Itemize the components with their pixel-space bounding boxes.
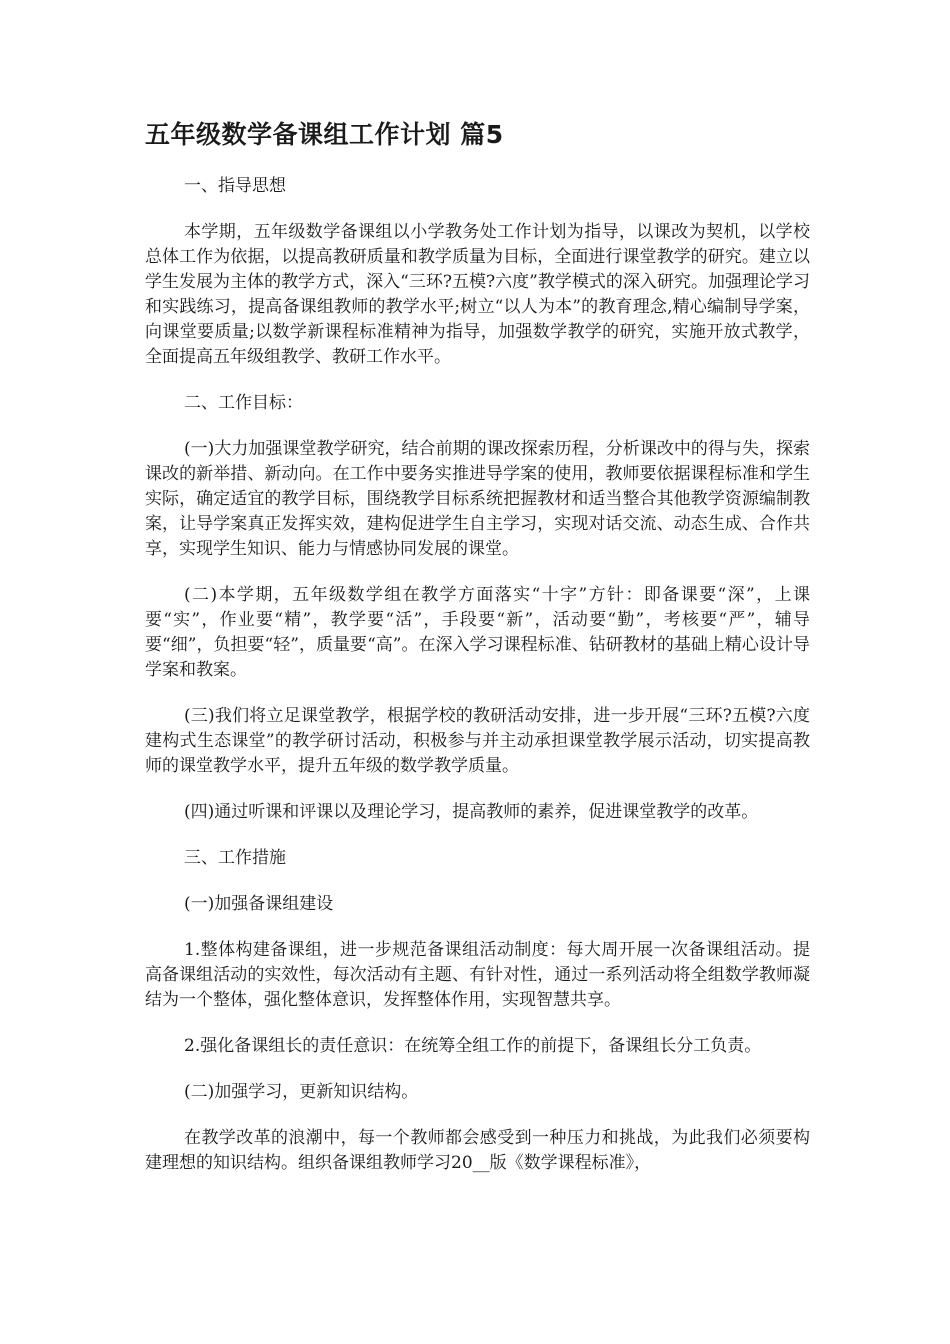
paragraph: 在教学改革的浪潮中，每一个教师都会感受到一种压力和挑战，为此我们必须要构建理想的知识结构。组织备课组教师学习20__版《数学课程标准》， — [145, 1128, 810, 1173]
section-heading: 一、指导思想 — [184, 176, 286, 196]
paragraph: (三)我们将立足课堂教学，根据学校的教研活动安排，进一步开展“三环?五模?六度建构式生态课堂”的教学研讨活动，积极参与并主动承担课堂教学展示活动，切实提高教师的课堂教学水平，提升五年级的数学教学质量。 — [145, 706, 810, 776]
subsection-heading: (二)加强学习，更新知识结构。 — [184, 1082, 419, 1102]
section-heading: 三、工作措施 — [184, 848, 286, 868]
paragraph: 1.整体构建备课组，进一步规范备课组活动制度：每大周开展一次备课组活动。提高备课组活动的实效性，每次活动有主题、有针对性，通过一系列活动将全组数学教师凝结为一个整体，强化整体意识，发挥整体作用，实现智慧共享。 — [145, 940, 810, 1010]
paragraph: 本学期，五年级数学备课组以小学教务处工作计划为指导，以课改为契机，以学校总体工作为依据，以提高教研质量和教学质量为目标，全面进行课堂教学的研究。建立以学生发展为主体的教学方式，深入“三环?五模?六度”教学模式的深入研究。加强理论学习和实践练习，提高备课组教师的教学水平;树立“以人为本”的教育理念,精心编制导学案，向课堂要质量;以数学新课程标准精神为指导，加强数学教学的研究，实施开放式教学，全面提高五年级组教学、教研工作水平。 — [145, 222, 810, 367]
paragraph: (四)通过听课和评课以及理论学习，提高教师的素养，促进课堂教学的改革。 — [184, 802, 759, 822]
section-heading: 二、工作目标： — [184, 393, 303, 413]
document-title: 五年级数学备课组工作计划 篇5 — [145, 120, 504, 149]
paragraph: (一)大力加强课堂教学研究，结合前期的课改探索历程，分析课改中的得与失，探索课改的新举措、新动向。在工作中要务实推进导学案的使用，教师要依据课程标准和学生实际，确定适宜的教学目标，围绕教学目标系统把握教材和适当整合其他教学资源编制教案，让导学案真正发挥实效，建构促进学生自主学习，实现对话交流、动态生成、合作共享，实现学生知识、能力与情感协同发展的课堂。 — [145, 439, 810, 559]
paragraph: 2.强化备课组长的责任意识：在统筹全组工作的前提下，备课组长分工负责。 — [184, 1036, 762, 1056]
paragraph: (二)本学期，五年级数学组在教学方面落实“十字”方针：即备课要“深”，上课要“实”，作业要“精”，教学要“活”，手段要“新”，活动要“勤”，考核要“严”，辅导要“细”，负担要“轻”，质量要“高”。在深入学习课程标准、钻研教材的基础上精心设计导学案和教案。 — [145, 585, 810, 680]
subsection-heading: (一)加强备课组建设 — [184, 894, 334, 914]
document-page — [145, 118, 810, 1197]
